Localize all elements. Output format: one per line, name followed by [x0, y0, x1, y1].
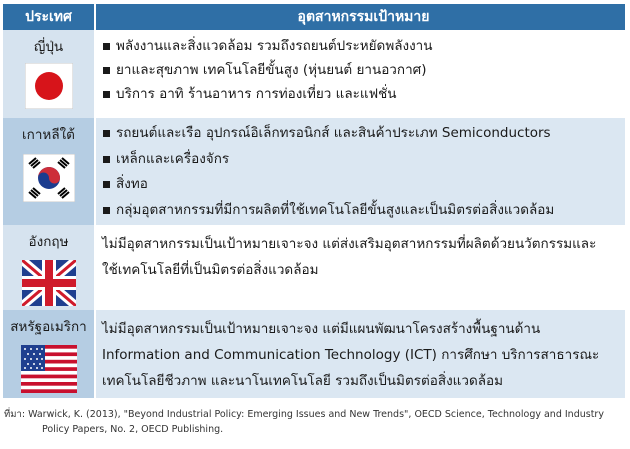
list-item: บริการ อาทิ ร้านอาหาร การท่องเที่ยว และแฟชั่น [102, 82, 625, 106]
table-row-japan [3, 30, 625, 118]
list-item: ยาและสุขภาพ เทคโนโลยีขั้นสูง (หุ่นยนต์ ยานอวกาศ) [102, 58, 625, 82]
south-korea-industry-list [102, 118, 625, 223]
header-industry: อุตสาหกรรมเป้าหมาย [297, 9, 430, 25]
country-name-japan: ญี่ปุ่น [33, 39, 64, 55]
list-item: สิ่งทอ [102, 172, 625, 198]
list-item: รถยนต์และเรือ อุปกรณ์อิเล็กทรอนิกส์ และสินค้าประเภท Semiconductors [102, 121, 625, 147]
country-name-south-korea: เกาหลีใต้ [22, 127, 75, 143]
south-korea-flag-icon [23, 154, 75, 202]
uk-text-line: ไม่มีอุตสาหกรรมเป็นเป้าหมายเจาะจง แต่ส่งเสริมอุตสาหกรรมที่ผลิตด้วยนวัตกรรมและ [102, 236, 597, 252]
usa-text-line: เทคโนโลยีชีวภาพ และนาโนเทคโนโลยี รวมถึงเป็นมิตรต่อสิ่งแวดล้อม [102, 373, 503, 389]
country-name-uk: อังกฤษ [28, 234, 69, 250]
usa-text-line: ไม่มีอุตสาหกรรมเป็นเป้าหมายเจาะจง แต่มีแผนพัฒนาโครงสร้างพื้นฐานด้าน [102, 321, 541, 337]
list-item: เหล็กและเครื่องจักร [102, 147, 625, 173]
usa-text-line: Information and Communication Technology (ICT) การศึกษา บริการสาธารณะ [102, 347, 600, 363]
uk-text-line: ใช้เทคโนโลยีที่เป็นมิตรต่อสิ่งแวดล้อม [102, 262, 319, 278]
table-row-south-korea [3, 118, 625, 225]
header-country: ประเทศ [3, 4, 96, 30]
usa-flag-icon [21, 345, 77, 393]
country-name-usa: สหรัฐอเมริกา [10, 319, 87, 335]
japan-industry-list [102, 30, 625, 106]
japan-flag-icon [25, 63, 73, 109]
list-item: พลังงานและสิ่งแวดล้อม รวมถึงรถยนต์ประหยัดพลังงาน [102, 34, 625, 58]
target-industry-table [3, 4, 625, 398]
list-item: กลุ่มอุตสาหกรรมที่มีการผลิตที่ใช้เทคโนโลยีขั้นสูงและเป็นมิตรต่อสิ่งแวดล้อม [102, 198, 625, 224]
source-line-1: ที่มา: Warwick, K. (2013), "Beyond Industrial Policy: Emerging Issues and New Trends", OECD Science, Technology and Industry [4, 409, 604, 420]
source-note [4, 407, 624, 437]
uk-flag-icon [22, 260, 76, 306]
table-row-usa [3, 310, 625, 398]
table-header [3, 4, 625, 30]
table-row-uk [3, 225, 625, 310]
source-line-2: Policy Papers, No. 2, OECD Publishing. [42, 424, 224, 435]
